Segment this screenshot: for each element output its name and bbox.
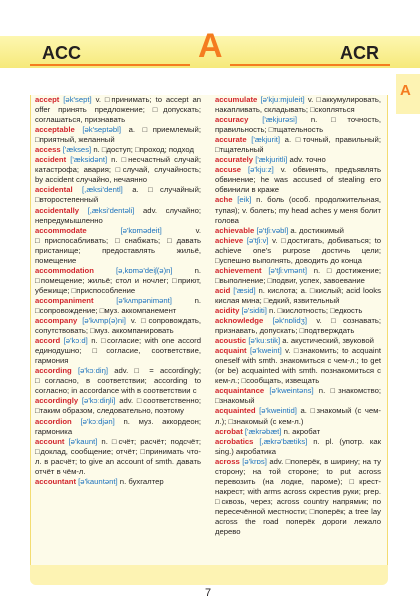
entry-definition: n. □счёт; расчёт; подсчёт; □доклад, сообщение; отчёт; □принимать что-л. в расчёт; to give an account of smth. давать отчёт в чём-л. [35, 436, 201, 476]
dictionary-entry [35, 366, 201, 396]
entry-definition: a. □точный, правильный; □тщательный [215, 135, 381, 155]
entry-transcription: [ək'nɒlidʒ] [272, 316, 307, 326]
entry-headword: accidental [35, 185, 73, 195]
dictionary-entry [215, 346, 381, 386]
entry-transcription: [ə'siditi] [241, 305, 267, 315]
entry-transcription: [ə'kɒmədeit] [120, 225, 162, 235]
entry-headword: accompaniment [35, 295, 94, 305]
entry-headword: accompany [35, 316, 78, 326]
entry-headword: accommodation [35, 265, 94, 275]
entry-definition: n. □помещение; жильё; стол и ночлег; □приют, убежище; □приспособление [35, 265, 201, 295]
entry-transcription: [,ækrə'bætiks] [259, 436, 308, 446]
entry-definition: n. □знакомство; □знакомый [215, 386, 382, 406]
header-rule-left [30, 64, 190, 66]
dictionary-entry [35, 396, 201, 416]
entry-definition: v. □приспосабливать; □снабжать; □давать пристанище; предоставлять жильё, помещение [35, 225, 202, 265]
entry-definition: n. бухгалтер [117, 476, 164, 486]
entry-headword: achieve [215, 235, 244, 245]
entry-headword: accidentally [35, 205, 80, 215]
entry-transcription: [ə'kɔːdjən] [80, 416, 115, 426]
entry-transcription: [ə'kauntənt] [78, 476, 118, 486]
dictionary-entry [215, 316, 381, 336]
entry-transcription: [ə'tʃiːvmənt] [268, 265, 307, 275]
entry-transcription: [eik] [237, 195, 252, 205]
dictionary-entry [215, 286, 381, 306]
dictionary-entry [35, 125, 201, 145]
dictionary-entry [35, 95, 201, 125]
entry-transcription: [ə'kjuːmjuleit] [260, 95, 305, 104]
entry-transcription: ['æksidənt] [70, 155, 108, 165]
dictionary-entry [215, 336, 381, 346]
dictionary-entry [35, 417, 201, 437]
entry-definition: a. акустический, звуковой [280, 336, 374, 346]
dictionary-entry [215, 195, 381, 225]
entry-headword: accuse [215, 165, 242, 175]
entry-headword: acid [215, 285, 231, 295]
dictionary-entry [35, 185, 201, 205]
entry-headword: achievement [215, 265, 262, 275]
entry-headword: achievable [215, 225, 255, 235]
page-footer-band [30, 565, 388, 585]
entry-headword: account [35, 436, 65, 446]
entry-headword: acquaintance [215, 386, 265, 396]
entry-definition: n. кислота; a. □кислый; acid looks кислая мина; □едкий, язвительный [215, 285, 381, 305]
entry-transcription: [ə'kʌmp(ə)ni] [82, 316, 126, 326]
dictionary-entry [35, 226, 201, 266]
entry-definition: a. □приемлемый; □приятный, желанный [35, 125, 201, 145]
entry-headword: acrobat [215, 426, 243, 436]
entry-headword: accordingly [35, 396, 79, 406]
dictionary-entry [215, 306, 381, 316]
entry-headword: accurate [215, 135, 247, 145]
entry-headword: accumulate [215, 95, 258, 104]
entry-headword: acrobatics [215, 436, 254, 446]
entry-transcription: [ə'kweintəns] [269, 386, 314, 396]
entry-transcription: [,æksi'dentl] [82, 185, 123, 195]
entry-transcription: [ə'kaunt] [68, 436, 98, 446]
entry-definition: n. □точность, правильность; □тщательность [215, 115, 381, 135]
entry-headword: ache [215, 195, 233, 205]
entry-definition: n. муз. аккордеон; гармоника [35, 416, 202, 436]
left-column [35, 95, 201, 487]
dictionary-entry [215, 95, 381, 115]
dictionary-entry [215, 115, 381, 135]
entry-transcription: [ə'kjuːz] [248, 165, 274, 175]
dictionary-entry [35, 266, 201, 296]
right-column [215, 95, 381, 537]
header-rule-right [230, 64, 390, 66]
thumb-index-tab [396, 74, 420, 114]
entry-headword: acceptable [35, 125, 75, 135]
entry-transcription: [ə'kɔːdiŋli] [81, 396, 116, 406]
entry-transcription: [ə'kɔːdiŋ] [77, 366, 109, 376]
entry-headword: across [215, 456, 240, 466]
thumb-index-letter: A [400, 82, 411, 99]
entry-definition: n. □согласие; with one accord единодушно; □согласие, соответствие, гармония [35, 336, 201, 366]
dictionary-entry [215, 386, 381, 406]
dictionary-entry [35, 155, 201, 185]
entry-transcription: [,æksi'dentəli] [87, 205, 135, 215]
entry-transcription: [ək'sept] [63, 95, 92, 104]
page-number: 7 [205, 587, 212, 599]
entry-transcription: [ə'kɔːd] [63, 336, 88, 346]
entry-definition: v. □принимать; to accept an offer принять предложение; □допускать; соглашаться, признавать [35, 95, 202, 125]
entry-transcription: [ə'kʌmpənimənt] [116, 295, 172, 305]
entry-headword: acidity [215, 305, 240, 315]
entry-headword: according [35, 366, 72, 376]
entry-transcription: ['ækjurəsi] [262, 115, 297, 125]
dictionary-entry [215, 406, 381, 426]
entry-definition: a. □случайный; □второстепенный [35, 185, 201, 205]
entry-definition: n. □достижение; □выполнение; □подвиг, успех, завоевание [215, 265, 381, 285]
entry-headword: acoustic [215, 336, 247, 346]
entry-headword: accept [35, 95, 60, 104]
dictionary-entry [215, 236, 381, 266]
dictionary-text-area [30, 95, 388, 567]
dictionary-entry [215, 155, 381, 165]
entry-transcription: [ə'tʃiːvəbl] [256, 225, 289, 235]
entry-transcription: [ə'krɒs] [242, 456, 267, 466]
entry-definition: n. □доступ; □проход; подход [91, 145, 194, 155]
dictionary-entry [215, 427, 381, 437]
entry-headword: acquaint [215, 346, 247, 356]
entry-transcription: [ə'kweint] [249, 346, 282, 356]
entry-transcription: ['æsid] [233, 285, 256, 295]
entry-headword: accordion [35, 416, 72, 426]
entry-headword: accurately [215, 155, 254, 165]
entry-transcription: [ə'tʃiːv] [246, 235, 269, 245]
entry-definition: n. □сопровождение; □муз. аккомпанемент [35, 295, 201, 315]
dictionary-entry [35, 437, 201, 477]
dictionary-entry [215, 165, 381, 195]
dictionary-entry [35, 296, 201, 316]
entry-transcription: ['ækrəbæt] [244, 426, 282, 436]
entry-definition: v. □достигать, добиваться; to achieve one's purpose достичь цели; □успешно выполнять, доводить до конца [215, 235, 382, 265]
entry-transcription: ['ækses] [62, 145, 92, 155]
entry-headword: accountant [35, 476, 77, 486]
entry-transcription: [ə'kweintid] [259, 406, 297, 416]
entry-definition: adv. случайно; непредумышленно [35, 205, 201, 225]
header-section-letter: A [198, 27, 223, 65]
dictionary-entry [35, 477, 201, 487]
entry-definition: v. обвинять, предъявлять обвинение; he was accused of stealing его обвинили в краже [215, 165, 382, 195]
entry-headword: acquainted [215, 406, 256, 416]
page-header [0, 0, 420, 70]
entry-headword: access [35, 145, 61, 155]
entry-headword: acknowledge [215, 316, 264, 326]
entry-definition: n. □кислотность; □едкость [266, 305, 363, 315]
entry-transcription: [ə,kɒmə'deiʃ(ə)n] [115, 265, 173, 275]
entry-headword: accident [35, 155, 67, 165]
dictionary-entry [35, 206, 201, 226]
entry-definition: adv. точно [287, 155, 326, 165]
dictionary-entry [35, 316, 201, 336]
entry-transcription: ['ækjuritli] [255, 155, 288, 165]
entry-definition: a. достижимый [288, 225, 344, 235]
entry-definition: adv. □поперёк, в ширину; на ту сторону; на той стороне; to put across перевозить (на лодке, пароме); □крест-накрест; with arms across скрестив руки; prep. □сквозь, через; across country напрямик; по пересечённой местности; □поперёк; a tree lay across the road поперёк дороги лежало дерево [215, 456, 382, 537]
entry-transcription: [ə'kuːstik] [248, 336, 281, 346]
entry-definition: n. акробат [281, 426, 321, 436]
header-left-guide-word: ACC [42, 43, 81, 63]
entry-definition: adv. □соответственно; □таким образом, следовательно, поэтому [35, 396, 201, 416]
dictionary-entry [35, 336, 201, 366]
dictionary-entry [215, 135, 381, 155]
entry-transcription: ['ækjurit] [251, 135, 281, 145]
entry-headword: accord [35, 336, 61, 346]
entry-definition: v. □сознавать; признавать, допускать; □подтверждать [215, 316, 381, 336]
dictionary-entry [215, 266, 381, 286]
header-right-guide-word: ACR [340, 43, 379, 63]
entry-definition: adv. □ = accordingly; □согласно, в соответствии; according to согласно; in accordance with в соответствии с [35, 366, 202, 396]
entry-definition: v. □аккумулировать, накапливать, складывать; □скопляться [215, 95, 382, 115]
entry-definition: v. □знакомить; to acquaint oneself with smth. знакомиться с чем-л.; to get (or be) acquainted with smth. познакомиться с кем-л.; □сообщать, извещать [215, 346, 381, 386]
dictionary-entry [35, 145, 201, 155]
entry-definition: n. □несчастный случай; катастрофа; авария; □случай, случайность; by accident случайно, нечаянно [35, 155, 201, 185]
dictionary-entry [215, 457, 381, 537]
entry-definition: n. боль (особ. продолжительная, тупая); v. болеть; my head aches у меня болит голова [215, 195, 382, 225]
entry-definition: n. pl. (употр. как sing.) акробатика [215, 436, 381, 456]
dictionary-entry [215, 226, 381, 236]
entry-headword: accuracy [215, 115, 249, 125]
entry-definition: a. □знакомый (с чем-л.); □знакомый (с кем-л.) [215, 406, 381, 426]
dictionary-entry [215, 437, 381, 457]
entry-headword: accommodate [35, 225, 87, 235]
entry-definition: v. □сопровождать, сопутствовать; □муз. аккомпанировать [35, 316, 201, 336]
entry-transcription: [ək'septəbl] [82, 125, 121, 135]
